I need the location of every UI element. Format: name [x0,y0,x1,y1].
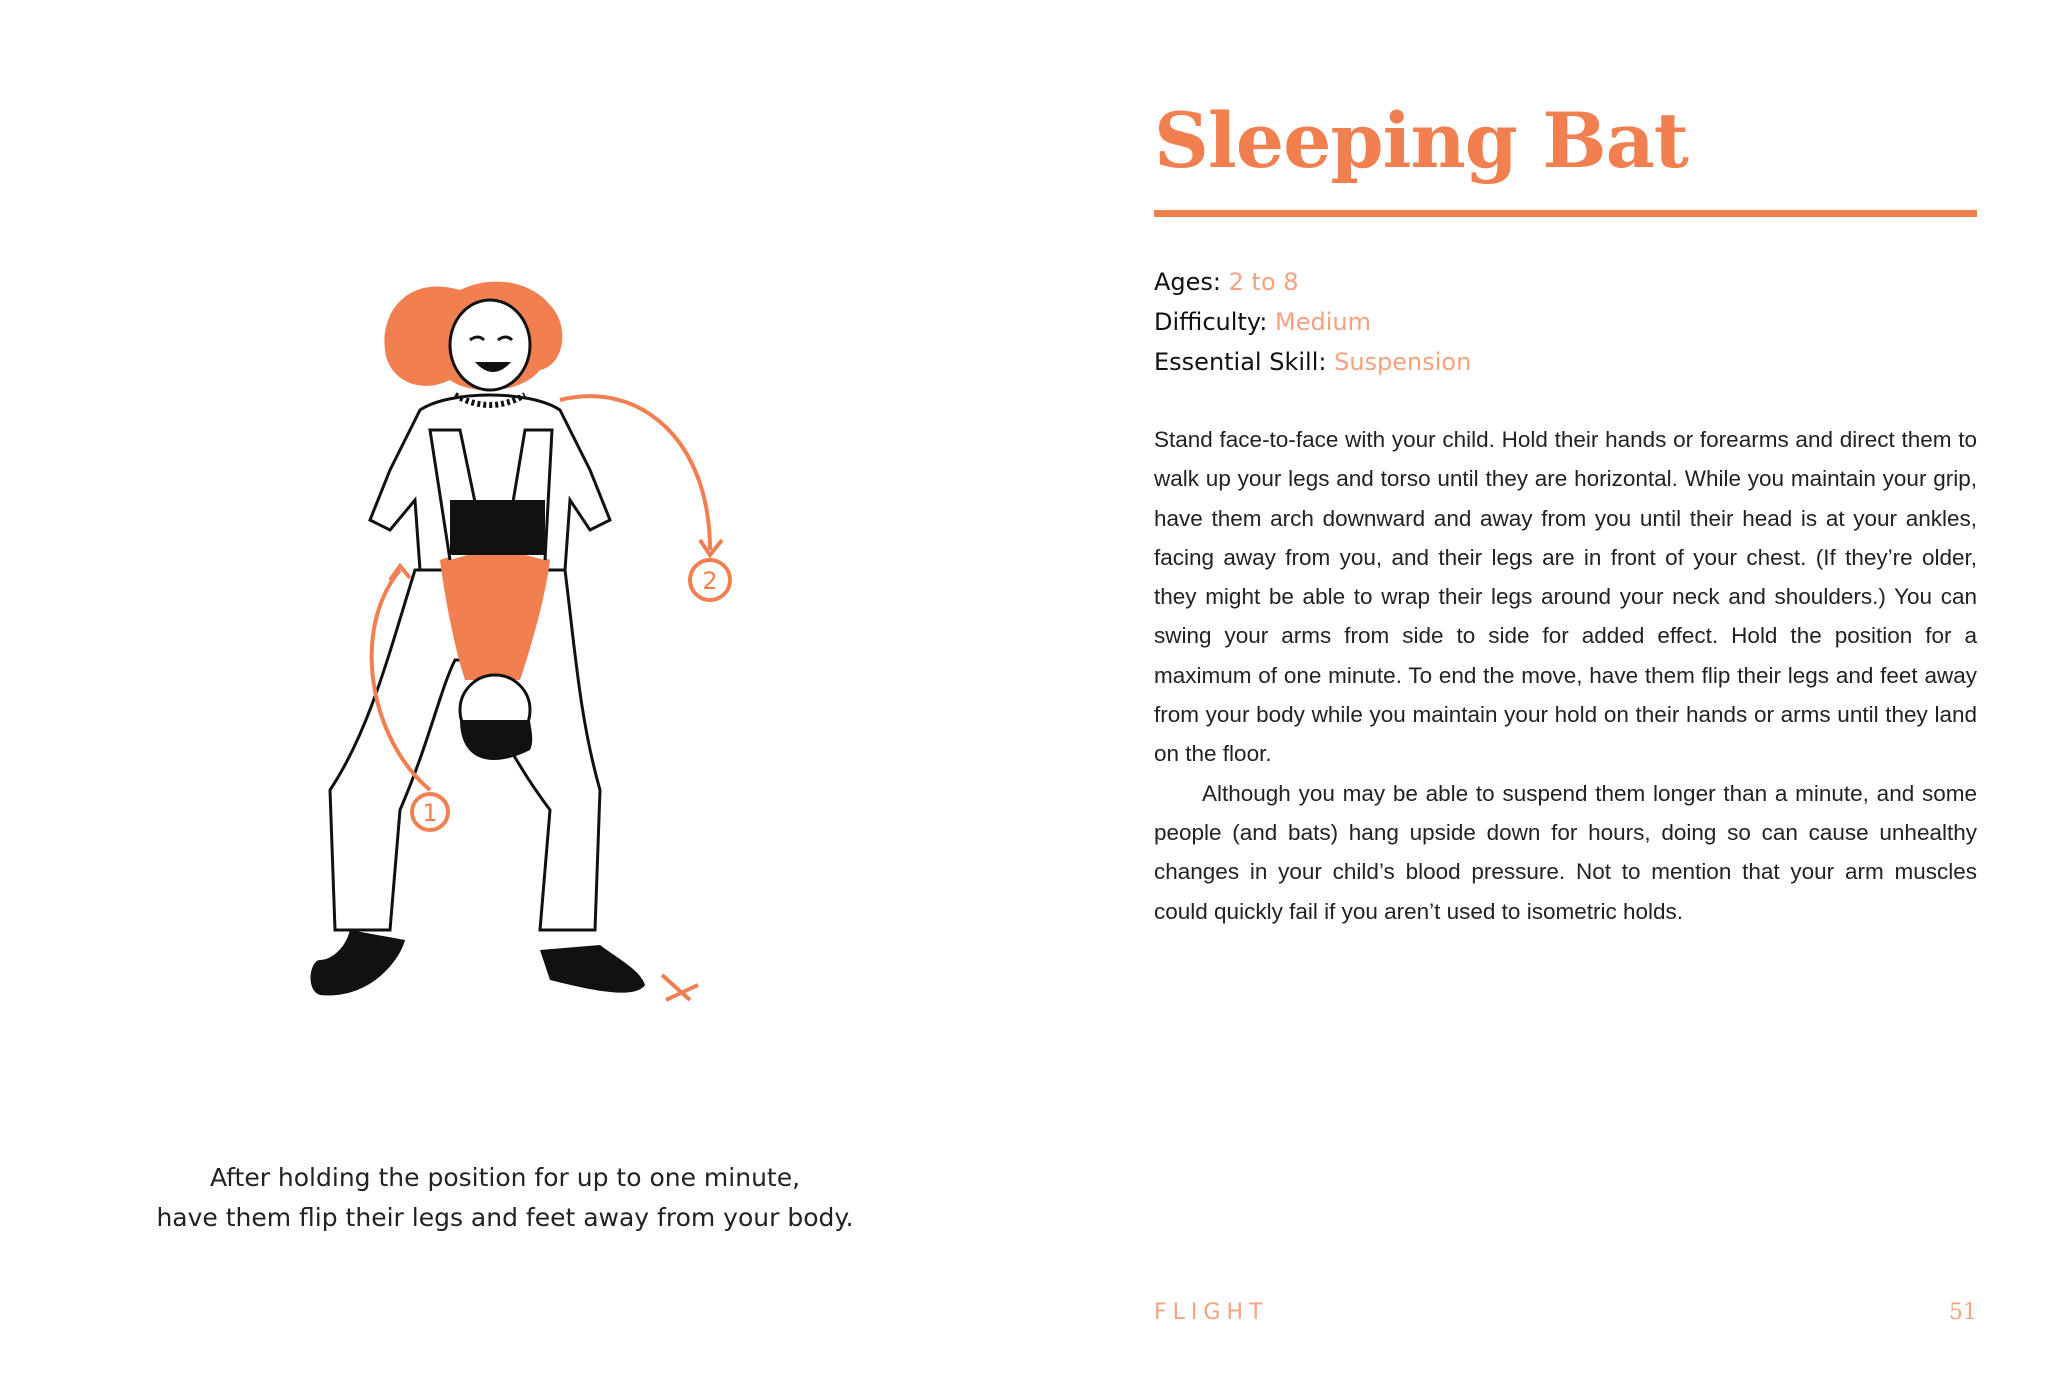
running-footer-section: FLIGHT [1154,1300,1269,1325]
body-paragraph-2: Although you may be able to suspend them longer than a minute, and some people (and bats) hang upside down for hours, doing so can cause unhealthy changes in your child’s blood pressure. Not to mention that your arm muscles could quickly fail if you aren’t used to isometric holds. [1154,780,1977,924]
x-mark [662,975,698,1000]
left-page [0,0,1026,1400]
sleeping-bat-illustration [290,270,850,1050]
parent-left-shoe [311,930,405,995]
ages-row [1154,262,1471,302]
skill-row [1154,342,1471,382]
caption-line-2: have them flip their legs and feet away from your body. [156,1203,854,1232]
parent-right-shoe [540,945,645,993]
caption-line-1: After holding the position for up to one minute, [209,1163,801,1192]
ages-value: 2 to 8 [1228,268,1299,296]
difficulty-row [1154,302,1471,342]
body-paragraph-1: Stand face-to-face with your child. Hold their hands or forearms and direct them to walk up your legs and torso until they are horizontal. While you maintain your grip, have them arch downward and away from you until their head is at your ankles, facing away from you, and their legs are in front of your chest. (If they’re older, they might be able to wrap their legs around your neck and shoulders.) You can swing your arms from side to side for added effect. Hold the position for a maximum of one minute. To end the move, have them flip their legs and feet away from your body while you maintain your hold on their hands or arms until they land on the floor. [1154,427,1977,767]
right-page [1026,0,2053,1400]
svg-text:1: 1 [422,799,438,827]
instructions-body [1154,420,1977,931]
page-number: 51 [1949,1300,1977,1325]
difficulty-label: Difficulty: [1154,308,1268,336]
skill-value: Suspension [1334,348,1472,376]
page-title: Sleeping Bat [1154,96,1688,185]
difficulty-value: Medium [1275,308,1371,336]
activity-meta [1154,262,1471,382]
title-divider [1154,210,1977,217]
svg-text:2: 2 [702,567,718,595]
parent-face [450,300,530,390]
ages-label: Ages: [1154,268,1222,296]
skill-label: Essential Skill: [1154,348,1327,376]
illustration-caption [140,1158,870,1238]
